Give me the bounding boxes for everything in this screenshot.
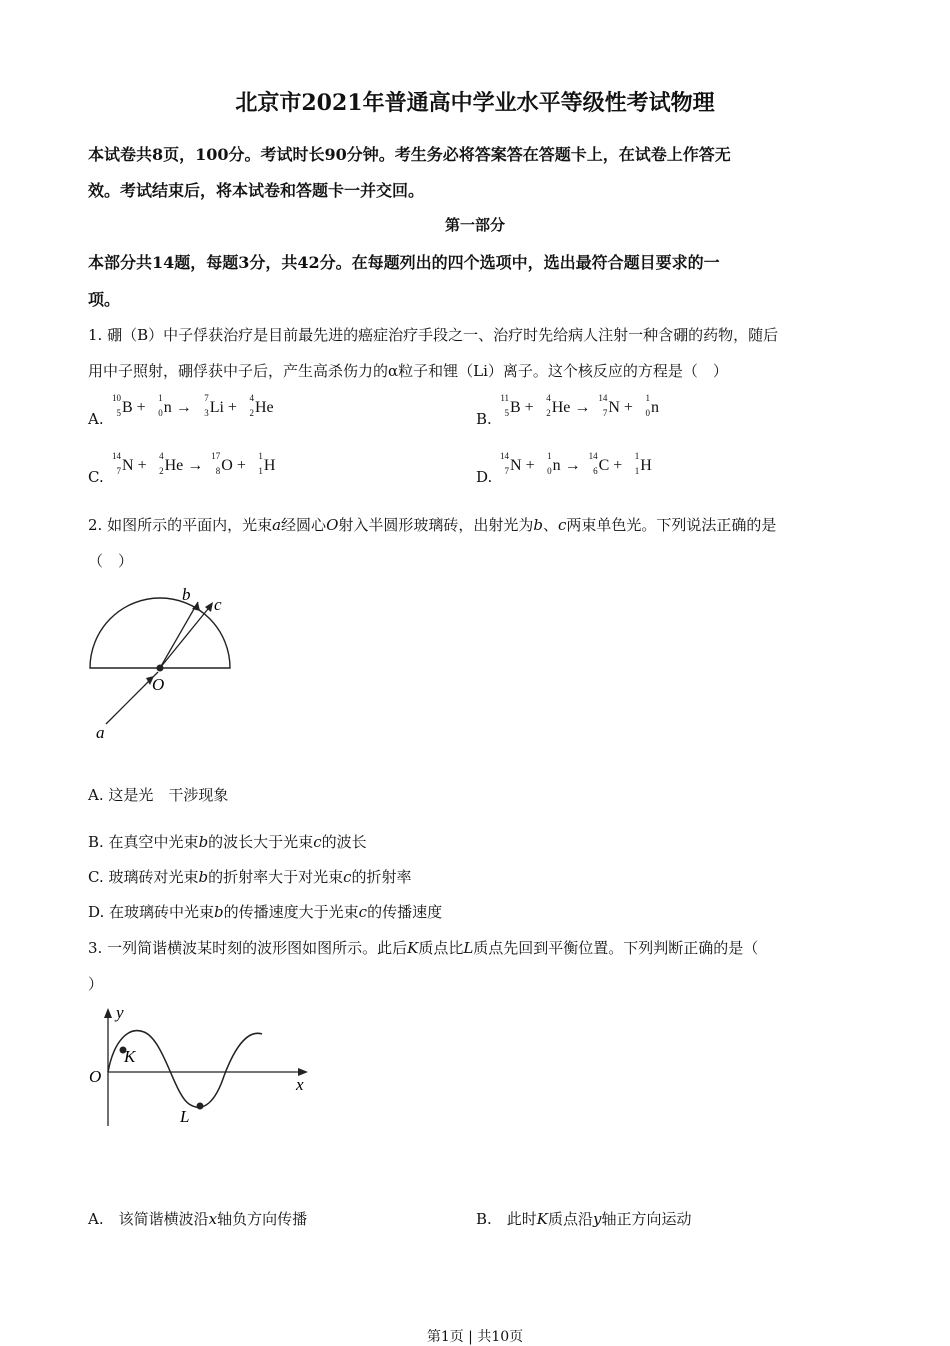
element-symbol: O bbox=[221, 457, 233, 474]
nuclide bbox=[585, 451, 610, 476]
mass-number: 11 bbox=[500, 393, 509, 403]
atomic-number: 0 bbox=[645, 408, 650, 418]
atomic-number: 7 bbox=[504, 466, 509, 476]
reaction-arrow: → bbox=[171, 399, 196, 416]
q2-option-c[interactable] bbox=[88, 866, 412, 887]
y-axis-arrow-icon bbox=[104, 1008, 112, 1018]
label-o: O bbox=[89, 1067, 102, 1086]
section-heading: 第一部分 bbox=[444, 216, 505, 234]
section-desc-line-1: 本部分共14题，每题3分，共42分。在每题列出的四个选项中，选出最符合题目要求的一 bbox=[88, 253, 720, 272]
q2-text: 的波长大于光束 bbox=[208, 833, 314, 851]
atomic-number: 2 bbox=[249, 408, 254, 418]
nuclide bbox=[496, 393, 521, 418]
atomic-number: 2 bbox=[159, 466, 164, 476]
q2-text: 的波长 bbox=[321, 833, 367, 851]
mass-number: 10 bbox=[112, 393, 121, 403]
q2-stem-line-2: （ ） bbox=[88, 552, 134, 570]
label-o: O bbox=[152, 675, 165, 694]
q2-var: b bbox=[198, 868, 209, 886]
element-symbol: n bbox=[650, 399, 659, 416]
q2-option-b[interactable] bbox=[88, 831, 367, 852]
waveform-curve bbox=[108, 1031, 262, 1108]
label-c: c bbox=[214, 595, 222, 614]
center-point bbox=[157, 665, 164, 672]
reaction-arrow: → bbox=[570, 399, 595, 416]
q3-text: 轴正方向运动 bbox=[601, 1210, 692, 1228]
q3-var: K bbox=[536, 1210, 549, 1228]
nuclide-numbers bbox=[626, 451, 640, 476]
q3-wave-figure bbox=[84, 1004, 314, 1130]
reaction-equation bbox=[496, 451, 652, 476]
label-l: L bbox=[180, 1107, 190, 1126]
q1-option-d[interactable] bbox=[476, 451, 652, 486]
q2-text: 的折射率 bbox=[351, 868, 412, 886]
element-symbol: H bbox=[263, 457, 276, 474]
q2-var: b bbox=[198, 833, 209, 851]
q3-text: 质点沿 bbox=[548, 1210, 594, 1228]
label-y: y bbox=[116, 1004, 124, 1022]
nuclide-numbers bbox=[151, 451, 165, 476]
nuclide bbox=[150, 393, 172, 418]
q2-var: c bbox=[358, 903, 368, 921]
q3-stem-line-2: ） bbox=[88, 975, 104, 993]
label-a: a bbox=[96, 723, 105, 742]
q1-option-a[interactable] bbox=[88, 393, 274, 428]
q2-var: O bbox=[326, 516, 339, 534]
q1-stem-line-2: 用中子照射，硼俘获中子后，产生高杀伤力的α粒子和锂（Li）离子。这个核反应的方程是（ ） bbox=[88, 362, 728, 380]
mass-number: 4 bbox=[249, 393, 254, 403]
q2-semicircle-figure bbox=[84, 582, 244, 744]
q2-text: 2. 如图所示的平面内，光束 bbox=[88, 516, 273, 534]
q3-option-a[interactable] bbox=[88, 1208, 307, 1229]
page-footer: 第1页 | 共10页 bbox=[426, 1329, 524, 1345]
nuclide-numbers bbox=[585, 451, 599, 476]
atomic-number: 1 bbox=[634, 466, 640, 476]
q2-text: 的传播速度 bbox=[367, 903, 443, 921]
element-symbol: C bbox=[598, 457, 610, 474]
mass-number: 1 bbox=[258, 451, 263, 461]
nuclide bbox=[108, 393, 133, 418]
q3-option-b[interactable] bbox=[476, 1208, 692, 1229]
nuclide-numbers bbox=[496, 451, 510, 476]
q2-text: 的传播速度大于光束 bbox=[223, 903, 359, 921]
atomic-number: 7 bbox=[116, 466, 121, 476]
element-symbol: n bbox=[552, 457, 561, 474]
q1-option-b[interactable] bbox=[476, 393, 659, 428]
plus-sign: + bbox=[232, 457, 250, 474]
q3-text: 质点比 bbox=[418, 939, 464, 957]
q2-text: B. 在真空中光束 bbox=[88, 833, 199, 851]
option-letter: A. bbox=[88, 410, 104, 428]
q3-stem-line-1 bbox=[88, 937, 758, 958]
reaction-equation bbox=[108, 393, 274, 418]
q2-text: D. 在玻璃砖中光束 bbox=[88, 903, 215, 921]
plus-sign: + bbox=[521, 457, 539, 474]
q3-text: 3. 一列简谐横波某时刻的波形图如图所示。此后 bbox=[88, 939, 408, 957]
q3-text: 质点先回到平衡位置。下列判断正确的是（ bbox=[473, 939, 759, 957]
nuclide-numbers bbox=[196, 393, 210, 418]
ray-c bbox=[160, 604, 212, 668]
nuclide bbox=[196, 393, 224, 418]
mass-number: 4 bbox=[546, 393, 551, 403]
plus-sign: + bbox=[619, 399, 637, 416]
element-symbol: He bbox=[254, 399, 274, 416]
nuclide-numbers bbox=[250, 451, 264, 476]
label-x: x bbox=[296, 1075, 304, 1094]
nuclide bbox=[250, 451, 276, 476]
section-desc-line-2: 项。 bbox=[88, 290, 121, 309]
q2-var: b bbox=[533, 516, 543, 534]
element-symbol: H bbox=[640, 457, 652, 474]
option-letter: D. bbox=[476, 468, 493, 486]
plus-sign: + bbox=[520, 399, 538, 416]
nuclide bbox=[637, 393, 659, 418]
q3-var: K bbox=[407, 939, 419, 957]
nuclide-numbers bbox=[539, 451, 553, 476]
page-title: 北京市2021年普通高中学业水平等级性考试物理 bbox=[235, 90, 715, 116]
element-symbol: B bbox=[122, 399, 133, 416]
point-l bbox=[197, 1103, 204, 1110]
q2-text: 、 bbox=[543, 516, 559, 534]
q2-var: a bbox=[272, 516, 282, 534]
reaction-equation bbox=[496, 393, 659, 418]
reaction-equation bbox=[108, 451, 276, 476]
atomic-number: 1 bbox=[258, 466, 263, 476]
reaction-arrow: → bbox=[183, 457, 208, 474]
mass-number: 14 bbox=[598, 393, 608, 403]
nuclide-numbers bbox=[150, 393, 164, 418]
atomic-number: 8 bbox=[215, 466, 221, 476]
plus-sign: + bbox=[223, 399, 241, 416]
q3-var: L bbox=[463, 939, 474, 957]
nuclide-numbers bbox=[108, 393, 122, 418]
nuclide bbox=[207, 451, 233, 476]
mass-number: 14 bbox=[112, 451, 121, 461]
q1-option-c[interactable] bbox=[88, 451, 276, 486]
nuclide bbox=[594, 393, 620, 418]
mass-number: 17 bbox=[211, 451, 221, 461]
nuclide-numbers bbox=[637, 393, 651, 418]
nuclide bbox=[151, 451, 184, 476]
atomic-number: 5 bbox=[116, 408, 121, 418]
nuclide-numbers bbox=[241, 393, 255, 418]
nuclide-numbers bbox=[108, 451, 122, 476]
q2-text: C. 玻璃砖对光束 bbox=[88, 868, 199, 886]
mass-number: 1 bbox=[645, 393, 650, 403]
atomic-number: 0 bbox=[158, 408, 163, 418]
reaction-arrow: → bbox=[560, 457, 585, 474]
q1-stem-line-1: 1. 硼（B）中子俘获治疗是目前最先进的癌症治疗手段之一、治疗时先给病人注射一种含硼的药物，随后 bbox=[88, 326, 779, 344]
mass-number: 1 bbox=[158, 393, 163, 403]
q2-var: c bbox=[558, 516, 567, 534]
mass-number: 1 bbox=[547, 451, 552, 461]
q2-var: c bbox=[343, 868, 352, 886]
atomic-number: 6 bbox=[593, 466, 598, 476]
mass-number: 14 bbox=[500, 451, 509, 461]
element-symbol: N bbox=[608, 399, 620, 416]
nuclide-numbers bbox=[496, 393, 510, 418]
q3-var: x bbox=[208, 1210, 218, 1228]
q2-option-a[interactable]: A. 这是光 干涉现象 bbox=[88, 786, 229, 804]
nuclide bbox=[539, 451, 561, 476]
element-symbol: N bbox=[122, 457, 134, 474]
nuclide-numbers bbox=[594, 393, 608, 418]
q2-stem-line-1 bbox=[88, 514, 776, 535]
q2-option-d[interactable] bbox=[88, 901, 442, 922]
nuclide-numbers bbox=[538, 393, 552, 418]
intro-line-1: 本试卷共8页，100分。考试时长90分钟。考生务必将答案答在答题卡上，在试卷上作答无 bbox=[88, 145, 731, 164]
q3-var: y bbox=[593, 1210, 602, 1228]
q3-text: A. 该简谐横波沿 bbox=[88, 1210, 209, 1228]
element-symbol: B bbox=[510, 399, 521, 416]
mass-number: 7 bbox=[204, 393, 209, 403]
plus-sign: + bbox=[132, 399, 150, 416]
atomic-number: 5 bbox=[504, 408, 509, 418]
element-symbol: He bbox=[551, 399, 571, 416]
plus-sign: + bbox=[133, 457, 151, 474]
label-b: b bbox=[182, 585, 191, 604]
q3-text: B. 此时 bbox=[476, 1210, 537, 1228]
option-letter: C. bbox=[88, 468, 104, 486]
atomic-number: 3 bbox=[204, 408, 209, 418]
nuclide bbox=[538, 393, 571, 418]
q2-text: 的折射率大于对光束 bbox=[208, 868, 344, 886]
nuclide bbox=[108, 451, 134, 476]
ray-b bbox=[160, 602, 198, 668]
element-symbol: He bbox=[164, 457, 184, 474]
q2-text: 经圆心 bbox=[281, 516, 327, 534]
q2-text: 两束单色光。下列说法正确的是 bbox=[566, 516, 777, 534]
q2-text: 射入半圆形玻璃砖，出射光为 bbox=[338, 516, 534, 534]
q3-text: 轴负方向传播 bbox=[217, 1210, 308, 1228]
atomic-number: 2 bbox=[546, 408, 551, 418]
option-letter: B. bbox=[476, 410, 492, 428]
q2-var: c bbox=[313, 833, 322, 851]
element-symbol: N bbox=[510, 457, 522, 474]
mass-number: 1 bbox=[634, 451, 640, 461]
mass-number: 14 bbox=[588, 451, 598, 461]
label-k: K bbox=[124, 1047, 136, 1066]
atomic-number: 0 bbox=[547, 466, 552, 476]
mass-number: 4 bbox=[159, 451, 164, 461]
plus-sign: + bbox=[609, 457, 627, 474]
q2-var: b bbox=[214, 903, 224, 921]
element-symbol: n bbox=[163, 399, 172, 416]
nuclide-numbers bbox=[207, 451, 221, 476]
atomic-number: 7 bbox=[602, 408, 608, 418]
nuclide bbox=[496, 451, 522, 476]
nuclide bbox=[626, 451, 652, 476]
intro-line-2: 效。考试结束后，将本试卷和答题卡一并交回。 bbox=[88, 181, 425, 200]
nuclide bbox=[241, 393, 274, 418]
element-symbol: Li bbox=[209, 399, 224, 416]
